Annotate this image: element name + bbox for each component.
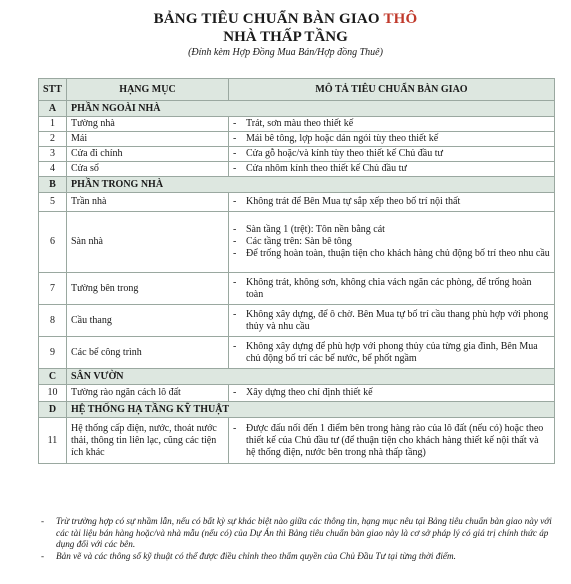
- footnote: [41, 516, 556, 551]
- row-description: [229, 385, 555, 402]
- footnote: [41, 551, 556, 563]
- description-text: Các tầng trên: Sàn bê tông: [246, 236, 352, 247]
- dash-bullet: -: [233, 148, 237, 159]
- row-description: [229, 337, 555, 369]
- row-number: 10: [39, 385, 67, 402]
- footnote-bullet: -: [41, 516, 45, 526]
- table-row: [39, 117, 555, 132]
- description-text: Cửa nhôm kính theo thiết kế Chủ đầu tư: [246, 163, 407, 174]
- description-text: Không xây dựng, để ô chờ. Bên Mua tự bố trí cầu thang phù hợp với phong thủy và nhu cầu: [246, 308, 549, 332]
- description-line: [233, 224, 550, 236]
- row-number: 6: [39, 212, 67, 273]
- description-line: [233, 236, 550, 248]
- row-description: [229, 273, 555, 305]
- table-row: [39, 132, 555, 147]
- dash-bullet: -: [233, 276, 237, 288]
- column-header-stt: STT: [39, 79, 67, 101]
- row-item: Cửa sổ: [67, 162, 229, 177]
- dash-bullet: -: [233, 236, 237, 247]
- row-number: 5: [39, 193, 67, 212]
- table-row: [39, 337, 555, 369]
- footnote-text: Bản vẽ và các thông số kỹ thuật có thể được điều chỉnh theo thẩm quyền của Chủ Đầu Tư tại từng thời điểm.: [56, 550, 456, 561]
- section-row: [39, 402, 555, 418]
- row-item: Mái: [67, 132, 229, 147]
- row-description: [229, 193, 555, 212]
- description-line: [233, 387, 550, 399]
- row-item: Hệ thống cấp điện, nước, thoát nước thải, thông tin liên lạc, cũng các tiện ích khác: [67, 418, 229, 464]
- row-number: 9: [39, 337, 67, 369]
- section-title: PHẦN TRONG NHÀ: [67, 177, 555, 193]
- row-item: Tường bên trong: [67, 273, 229, 305]
- row-item: Cửa đi chính: [67, 147, 229, 162]
- row-item: Các bể công trình: [67, 337, 229, 369]
- table-row: [39, 162, 555, 177]
- description-line: [233, 118, 550, 130]
- document-subtitle: (Đính kèm Hợp Đồng Mua Bán/Hợp đồng Thuê): [188, 47, 383, 58]
- row-description: [229, 117, 555, 132]
- dash-bullet: -: [233, 163, 237, 174]
- dash-bullet: -: [233, 224, 237, 235]
- dash-bullet: -: [233, 387, 237, 398]
- description-text: Không xây dựng để phù hợp với phong thủy của từng gia đình, Bên Mua chủ động bố trí các bể nước, bể phốt ngầm: [246, 340, 538, 364]
- description-text: Không trát để Bên Mua tự sắp xếp theo bố trí nội thất: [246, 196, 461, 207]
- title-text: BẢNG TIÊU CHUẨN BÀN GIAO: [153, 11, 380, 27]
- section-code: D: [39, 402, 67, 418]
- description-text: Xây dựng theo chỉ định thiết kế: [246, 387, 373, 398]
- row-number: 7: [39, 273, 67, 305]
- row-item: Tường rào ngăn cách lô đất: [67, 385, 229, 402]
- row-number: 4: [39, 162, 67, 177]
- dash-bullet: -: [233, 196, 237, 207]
- description-text: Mái bê tông, lợp hoặc dán ngói tùy theo thiết kế: [246, 133, 439, 144]
- description-line: [233, 341, 550, 365]
- description-text: Không trát, không sơn, không chia vách ngăn các phòng, để trống hoàn toàn: [246, 276, 532, 300]
- table-row: [39, 147, 555, 162]
- row-description: [229, 162, 555, 177]
- section-row: [39, 177, 555, 193]
- column-header-description: MÔ TẢ TIÊU CHUẨN BÀN GIAO: [229, 79, 555, 101]
- row-description: [229, 212, 555, 273]
- table-header-row: [39, 79, 555, 101]
- section-row: [39, 369, 555, 385]
- description-line: [233, 196, 550, 208]
- description-line: [233, 133, 550, 145]
- footnotes: [41, 516, 556, 562]
- column-header-item: HẠNG MỤC: [67, 79, 229, 101]
- row-number: 2: [39, 132, 67, 147]
- section-code: A: [39, 101, 67, 117]
- description-text: Cửa gỗ hoặc/và kính tùy theo thiết kế Chủ đầu tư: [246, 148, 443, 159]
- table-row: [39, 385, 555, 402]
- row-number: 3: [39, 147, 67, 162]
- dash-bullet: -: [233, 118, 237, 129]
- section-code: C: [39, 369, 67, 385]
- footnote-text: Trừ trường hợp có sự nhầm lẫn, nếu có bất kỳ sự khác biệt nào giữa các thông tin, hạng mục nêu tại Bảng tiêu chuẩn bàn giao này với các tài liệu bán hàng hoặc/và nhà mẫu (nếu có) của Dự Án thì Bảng tiêu chuẩn bàn giao này là cơ sở pháp lý có giá trị chính thức áp dụng đối với các bên.: [56, 516, 552, 549]
- description-line: [233, 423, 550, 459]
- title-highlight: THÔ: [383, 11, 418, 27]
- table-row: [39, 212, 555, 273]
- row-number: 11: [39, 418, 67, 464]
- dash-bullet: -: [233, 308, 237, 320]
- section-row: [39, 101, 555, 117]
- section-title: SÂN VƯỜN: [67, 369, 555, 385]
- dash-bullet: -: [233, 340, 237, 352]
- row-number: 8: [39, 305, 67, 337]
- handover-table: [38, 78, 555, 464]
- document-title-line2: NHÀ THẤP TẦNG: [223, 29, 348, 45]
- row-number: 1: [39, 117, 67, 132]
- footnote-bullet: -: [41, 550, 45, 561]
- description-line: [233, 148, 550, 160]
- section-title: HỆ THỐNG HẠ TẦNG KỸ THUẬT: [67, 402, 555, 418]
- description-line: [233, 248, 550, 260]
- section-code: B: [39, 177, 67, 193]
- document-title: [0, 11, 571, 28]
- description-text: Sàn tầng 1 (trệt): Tôn nền bằng cát: [246, 224, 385, 235]
- dash-bullet: -: [233, 248, 237, 259]
- table-row: [39, 193, 555, 212]
- description-text: Trát, sơn màu theo thiết kế: [246, 118, 354, 129]
- row-description: [229, 132, 555, 147]
- dash-bullet: -: [233, 422, 237, 434]
- row-item: Trần nhà: [67, 193, 229, 212]
- row-description: [229, 418, 555, 464]
- row-item: Tường nhà: [67, 117, 229, 132]
- section-title: PHẦN NGOÀI NHÀ: [67, 101, 555, 117]
- table-row: [39, 273, 555, 305]
- table-row: [39, 305, 555, 337]
- table-row: [39, 418, 555, 464]
- row-description: [229, 305, 555, 337]
- description-line: [233, 277, 550, 301]
- description-line: [233, 309, 550, 333]
- description-line: [233, 163, 550, 175]
- row-item: Sàn nhà: [67, 212, 229, 273]
- row-description: [229, 147, 555, 162]
- dash-bullet: -: [233, 133, 237, 144]
- row-item: Cầu thang: [67, 305, 229, 337]
- description-text: Được đấu nối đến 1 điểm bên trong hàng rào của lô đất (nếu có) hoặc theo thiết kế của Chủ đầu tư (để thuận tiện cho khách hàng thiết kế nội thất và hệ thống điện, nước bên trong nhà thấp tầng): [246, 422, 544, 458]
- description-text: Để trống hoàn toàn, thuận tiện cho khách hàng chủ động bố trí theo nhu cầu: [246, 248, 550, 259]
